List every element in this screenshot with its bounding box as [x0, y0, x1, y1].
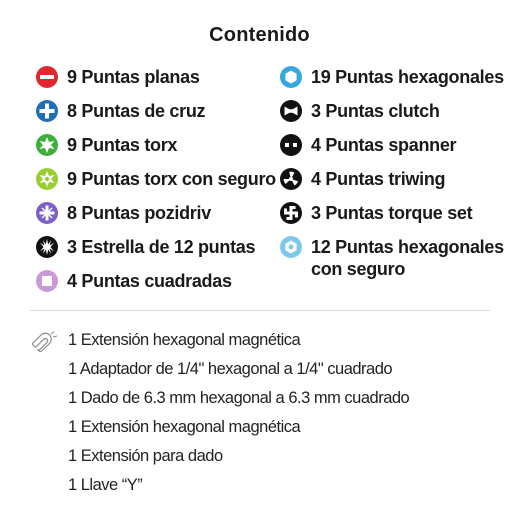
security-hex-tip-icon [279, 235, 303, 259]
item-label: 9 Puntas planas [67, 67, 200, 87]
torx-tip-icon [35, 133, 59, 157]
list-item [35, 236, 276, 270]
item-label [311, 236, 504, 280]
list-item [279, 168, 504, 202]
section-title: Contenido [209, 24, 310, 46]
twelve-point-star-icon [35, 235, 59, 259]
list-item [35, 270, 276, 304]
accessory-item: 1 Dado de 6.3 mm hexagonal a 6.3 mm cuadrado [68, 389, 410, 407]
item-label: 8 Puntas de cruz [67, 101, 206, 121]
accessory-item: 1 Llave “Y” [68, 476, 143, 494]
phillips-tip-icon [35, 99, 59, 123]
item-label: 3 Puntas clutch [311, 101, 440, 121]
accessory-item: 1 Extensión hexagonal magnética [68, 418, 301, 436]
magnet-icon [29, 330, 59, 352]
item-label: 3 Estrella de 12 puntas [67, 237, 256, 257]
item-label-line-1: 12 Puntas hexagonales [311, 237, 504, 257]
spanner-tip-icon [279, 133, 303, 157]
square-tip-icon [35, 269, 59, 293]
item-label: 3 Puntas torque set [311, 203, 473, 223]
pozidriv-tip-icon [35, 201, 59, 225]
item-label: 9 Puntas torx [67, 135, 178, 155]
list-item [279, 66, 504, 100]
list-item [35, 202, 276, 236]
security-torx-tip-icon [35, 167, 59, 191]
list-item [35, 100, 276, 134]
item-label: 19 Puntas hexagonales [311, 67, 504, 87]
accessory-item: 1 Extensión para dado [68, 447, 223, 465]
item-label: 4 Puntas cuadradas [67, 271, 232, 291]
list-item [279, 202, 504, 236]
item-label-line-2: con seguro [311, 259, 406, 279]
accessories-list [68, 326, 409, 500]
list-item [35, 66, 276, 100]
accessory-item: 1 Extensión hexagonal magnética [68, 331, 301, 349]
right-bit-list [279, 66, 504, 292]
list-item [35, 168, 276, 202]
list-item [35, 134, 276, 168]
clutch-tip-icon [279, 99, 303, 123]
hex-tip-icon [279, 65, 303, 89]
item-label: 9 Puntas torx con seguro [67, 169, 276, 189]
item-label: 4 Puntas spanner [311, 135, 457, 155]
list-item [279, 134, 504, 168]
torque-set-tip-icon [279, 201, 303, 225]
left-bit-list [35, 66, 276, 304]
list-item [279, 100, 504, 134]
triwing-tip-icon [279, 167, 303, 191]
item-label: 8 Puntas pozidriv [67, 203, 211, 223]
accessory-item: 1 Adaptador de 1/4" hexagonal a 1/4" cuadrado [68, 360, 393, 378]
list-item [279, 236, 504, 292]
item-label: 4 Puntas triwing [311, 169, 446, 189]
section-divider [30, 310, 490, 311]
flat-tip-icon [35, 65, 59, 89]
